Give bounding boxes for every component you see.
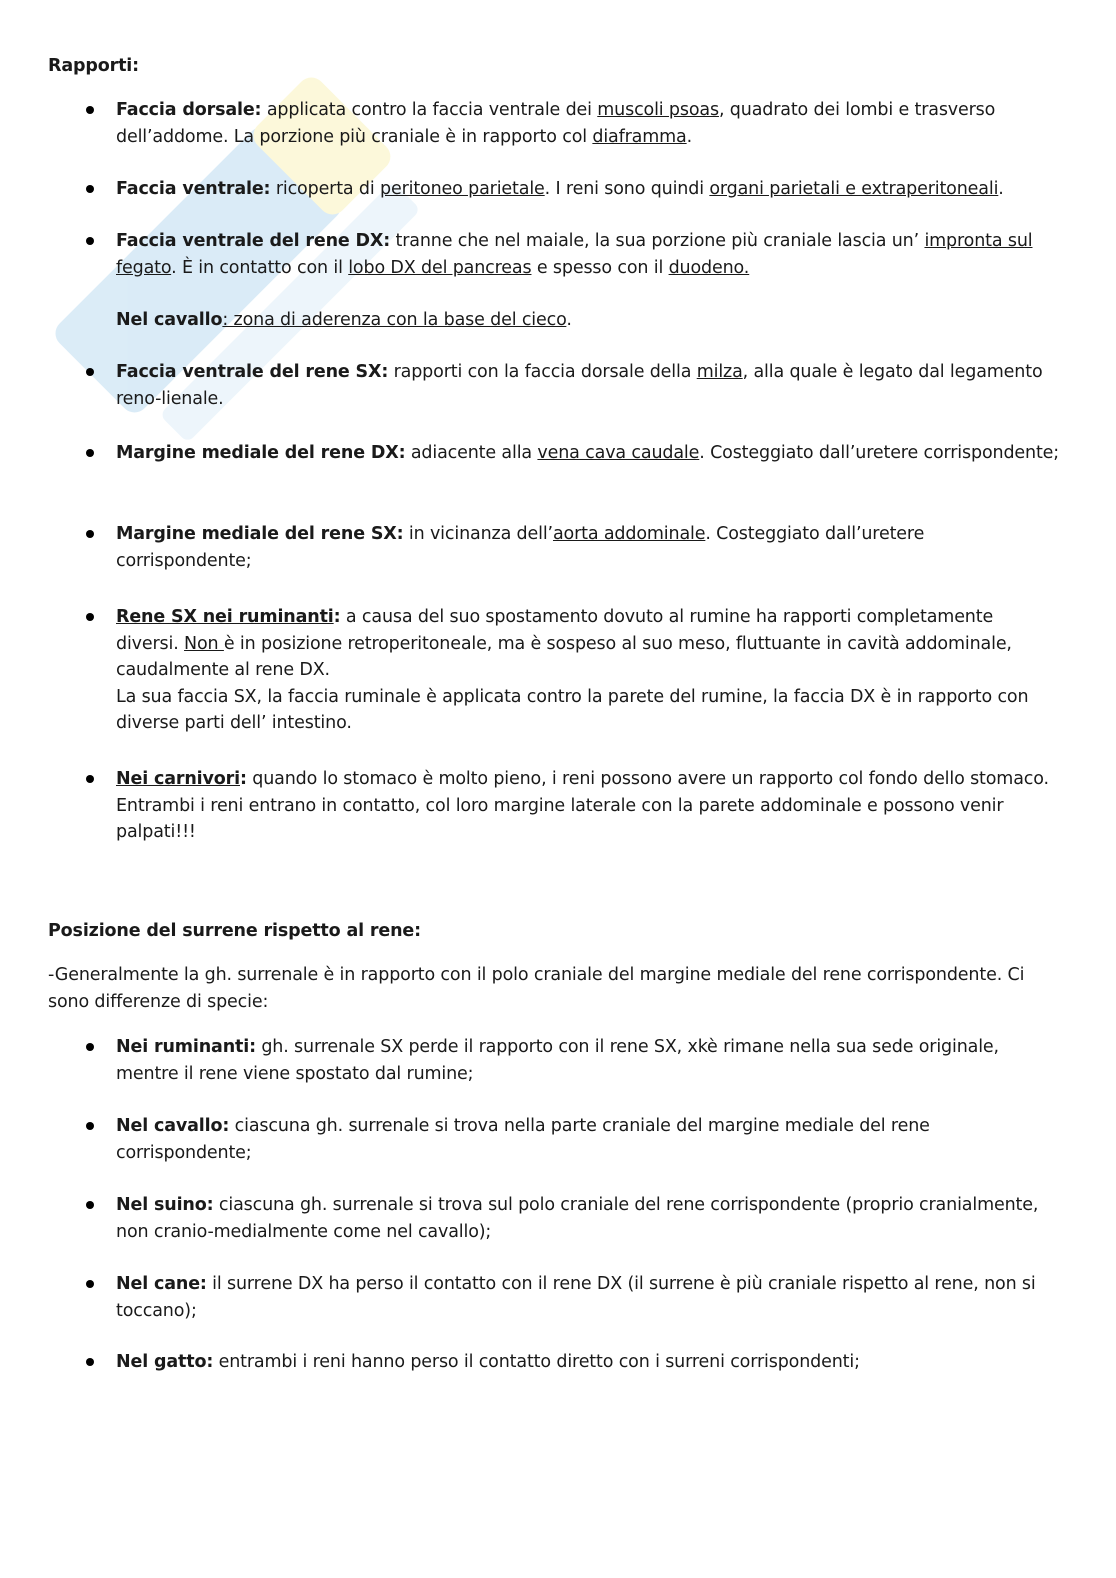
note-nel-cavallo: Nel cavallo: zona di aderenza con la base del cieco. [116, 310, 572, 330]
bullet-ventrale-rene-sx: Faccia ventrale del rene SX: rapporti con la faccia dorsale della milza, alla quale è legato dal legamento reno-lienale. [116, 359, 1060, 412]
bullet-faccia-ventrale: Faccia ventrale: ricoperta di peritoneo parietale. I reni sono quindi organi parietali e extraperitoneali. [116, 176, 1060, 203]
bullet-nel-cavallo: Nel cavallo: ciascuna gh. surrenale si trova nella parte craniale del margine mediale del rene corrispondente; [116, 1113, 1060, 1166]
section-heading-rapporti: Rapporti: [48, 56, 140, 76]
bullet-nel-suino: Nel suino: ciascuna gh. surrenale si trova sul polo craniale del rene corrispondente (proprio cranialmente, non cranio-medialmente come nel cavallo); [116, 1192, 1060, 1245]
bullet-nei-carnivori: Nei carnivori: quando lo stomaco è molto pieno, i reni possono avere un rapporto col fondo dello stomaco. Entrambi i reni entrano in contatto, col loro margine laterale con la parete addominale e possono venir palpati!!! [116, 766, 1060, 846]
bullet-margine-mediale-sx: Margine mediale del rene SX: in vicinanza dell’aorta addominale. Costeggiato dall’uretere corrispondente; [116, 521, 1060, 574]
bullet-nel-gatto: Nel gatto: entrambi i reni hanno perso il contatto diretto con i surreni corrispondenti; [116, 1349, 1060, 1376]
intro-paragraph: -Generalmente la gh. surrenale è in rapporto con il polo craniale del margine mediale del rene corrispondente. Ci sono differenze di specie: [48, 965, 1025, 1012]
bullet-nei-ruminanti: Nei ruminanti: gh. surrenale SX perde il rapporto con il rene SX, xkè rimane nella sua sede originale, mentre il rene viene spostato dal rumine; [116, 1034, 1060, 1087]
bullet-rene-sx-ruminanti: Rene SX nei ruminanti: a causa del suo spostamento dovuto al rumine ha rapporti completamente diversi. Non è in posizione retroperitoneale, ma è sospeso al suo meso, fluttuante in cavità addominale, caudalmente al rene DX. La sua faccia SX, la faccia ruminale è applicata contro la parete del rumine, la faccia DX è in rapporto con diverse parti dell’ intestino. [116, 604, 1060, 737]
section-heading-surrene: Posizione del surrene rispetto al rene: [48, 921, 421, 941]
bullet-nel-cane: Nel cane: il surrene DX ha perso il contatto con il rene DX (il surrene è più craniale rispetto al rene, non si toccano); [116, 1271, 1060, 1324]
bullet-ventrale-rene-dx: Faccia ventrale del rene DX: tranne che nel maiale, la sua porzione più craniale lascia un’ impronta sul fegato. È in contatto con il lobo DX del pancreas e spesso con il duodeno. [116, 228, 1060, 281]
bullet-faccia-dorsale: Faccia dorsale: applicata contro la faccia ventrale dei muscoli psoas, quadrato dei lombi e trasverso dell’addome. La porzione più craniale è in rapporto col diaframma. [116, 97, 1060, 150]
bullet-margine-mediale-dx: Margine mediale del rene DX: adiacente alla vena cava caudale. Costeggiato dall’uretere corrispondente; [116, 440, 1060, 467]
